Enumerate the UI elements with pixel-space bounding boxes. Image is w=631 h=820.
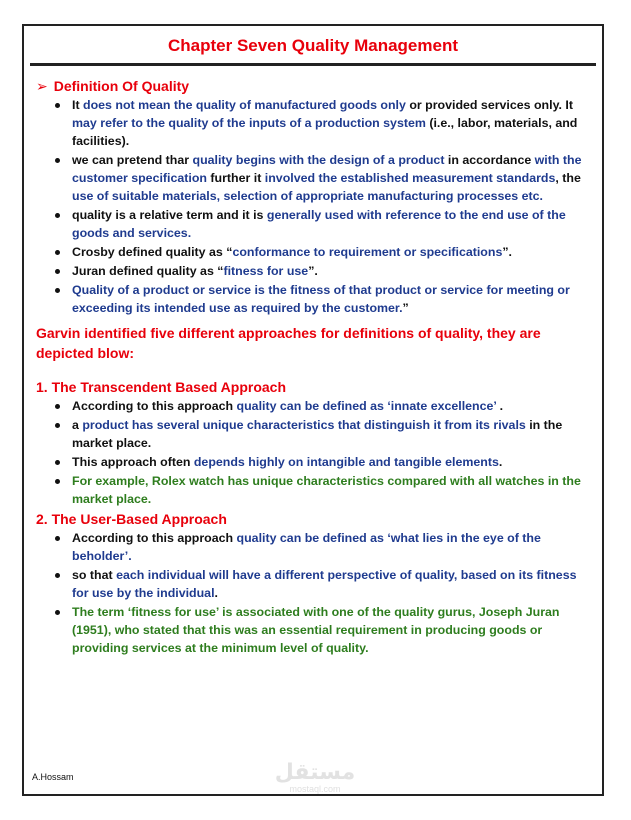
definition-heading: [36, 76, 596, 96]
approach-1-list: [36, 397, 596, 508]
bullet-item: [72, 603, 596, 657]
bullet-text-segment: ”.: [502, 245, 512, 259]
bullet-text-segment: According to this approach: [72, 531, 237, 545]
bullet-text-segment: quality can be defined as ‘what lies in the eye of the beholder’.: [72, 531, 541, 563]
bullet-text-segment: a: [72, 418, 83, 432]
definition-list: [36, 96, 596, 317]
bullet-text-segment: Juran defined quality as “: [72, 264, 224, 278]
bullet-text-segment: ”.: [308, 264, 318, 278]
watermark-text: مستقل: [274, 759, 356, 784]
bullet-item: [72, 566, 596, 602]
bullet-text-segment: with the customer specification: [72, 153, 582, 185]
bullet-text-segment: does not mean the quality of manufactured goods only: [83, 98, 406, 112]
bullet-text-segment: each individual will have a different perspective of quality, based on its fitness for use by the individual: [72, 568, 577, 600]
watermark-url: mostaql.com: [289, 784, 341, 794]
bullet-text-segment: generally used with reference to the end use of the goods and services.: [72, 208, 566, 240]
page-title: Chapter Seven Quality Management: [167, 36, 459, 55]
definition-heading-text: Definition Of Quality: [53, 78, 190, 94]
bullet-text-segment: may refer to the quality of the inputs of a production system: [72, 116, 426, 130]
approach-2-list: [36, 529, 596, 657]
approach-2-heading: 2. The User-Based Approach: [36, 511, 227, 527]
bullet-text-segment: .: [498, 455, 503, 469]
bullet-text-segment: we can pretend thar: [72, 153, 193, 167]
bullet-text-segment: conformance to requirement or specifications: [232, 245, 503, 259]
bullet-item: [72, 262, 596, 280]
bullet-text-segment: so that: [72, 568, 117, 582]
bullet-text-segment: (i.e., labor, materials, and facilities).: [72, 116, 578, 148]
garvin-intro: Garvin identified five different approaches for definitions of quality, they are depicted blow:: [36, 325, 541, 361]
arrow-bullet-icon: ➢: [36, 78, 48, 94]
bullet-text-segment: Quality of a product or service is the fitness of that product or service for meeting or exceeding its intended use as required by the customer.: [72, 283, 570, 315]
bullet-item: [72, 96, 596, 150]
bullet-item: [72, 416, 596, 452]
bullet-item: [72, 472, 596, 508]
bullet-item: [72, 243, 596, 261]
document-body: [36, 76, 596, 658]
bullet-text-segment: quality can be defined as ‘innate excellence’: [236, 399, 497, 413]
bullet-text-segment: fitness for use: [223, 264, 309, 278]
bullet-text-segment: .: [214, 586, 218, 600]
bullet-text-segment: use of suitable materials, selection of appropriate manufacturing processes etc.: [72, 189, 543, 203]
bullet-text-segment: quality begins with the design of a product: [192, 153, 445, 167]
bullet-text-segment: It: [72, 98, 84, 112]
bullet-item: [72, 529, 596, 565]
author-name: A.Hossam: [32, 772, 74, 782]
bullet-item: [72, 151, 596, 205]
bullet-text-segment: This approach often: [72, 455, 194, 469]
bullet-item: [72, 281, 596, 317]
bullet-text-segment: ”: [402, 301, 409, 315]
bullet-text-segment: involved the established measurement standards: [264, 171, 556, 185]
bullet-text-segment: quality is a relative term and it is: [72, 208, 267, 222]
bullet-text-segment: Crosby defined quality as “: [72, 245, 233, 259]
bullet-text-segment: depends highly on intangible and tangible elements: [193, 455, 499, 469]
bullet-text-segment: further it: [206, 171, 265, 185]
bullet-text-segment: For example, Rolex watch has unique characteristics compared with all watches in the market place.: [72, 474, 581, 506]
bullet-item: [72, 453, 596, 471]
bullet-text-segment: product has several unique characteristics that distinguish it from its rivals: [82, 418, 526, 432]
bullet-text-segment: , the: [555, 171, 581, 185]
bullet-text-segment: or provided services only. It: [405, 98, 573, 112]
title-underline: [30, 63, 596, 66]
bullet-text-segment: in accordance: [444, 153, 535, 167]
bullet-item: [72, 397, 596, 415]
bullet-text-segment: .: [496, 399, 504, 413]
bullet-text-segment: in the market place.: [72, 418, 563, 450]
bullet-item: [72, 206, 596, 242]
bullet-text-segment: According to this approach: [72, 399, 237, 413]
bullet-text-segment: The term ‘fitness for use’ is associated with one of the quality gurus, Joseph Juran (1951), who stated that this was an essential requirement in producing goods or providing services at the minimum level of quality.: [72, 605, 560, 655]
approach-1-heading: 1. The Transcendent Based Approach: [36, 379, 286, 395]
watermark-logo: [270, 760, 360, 794]
